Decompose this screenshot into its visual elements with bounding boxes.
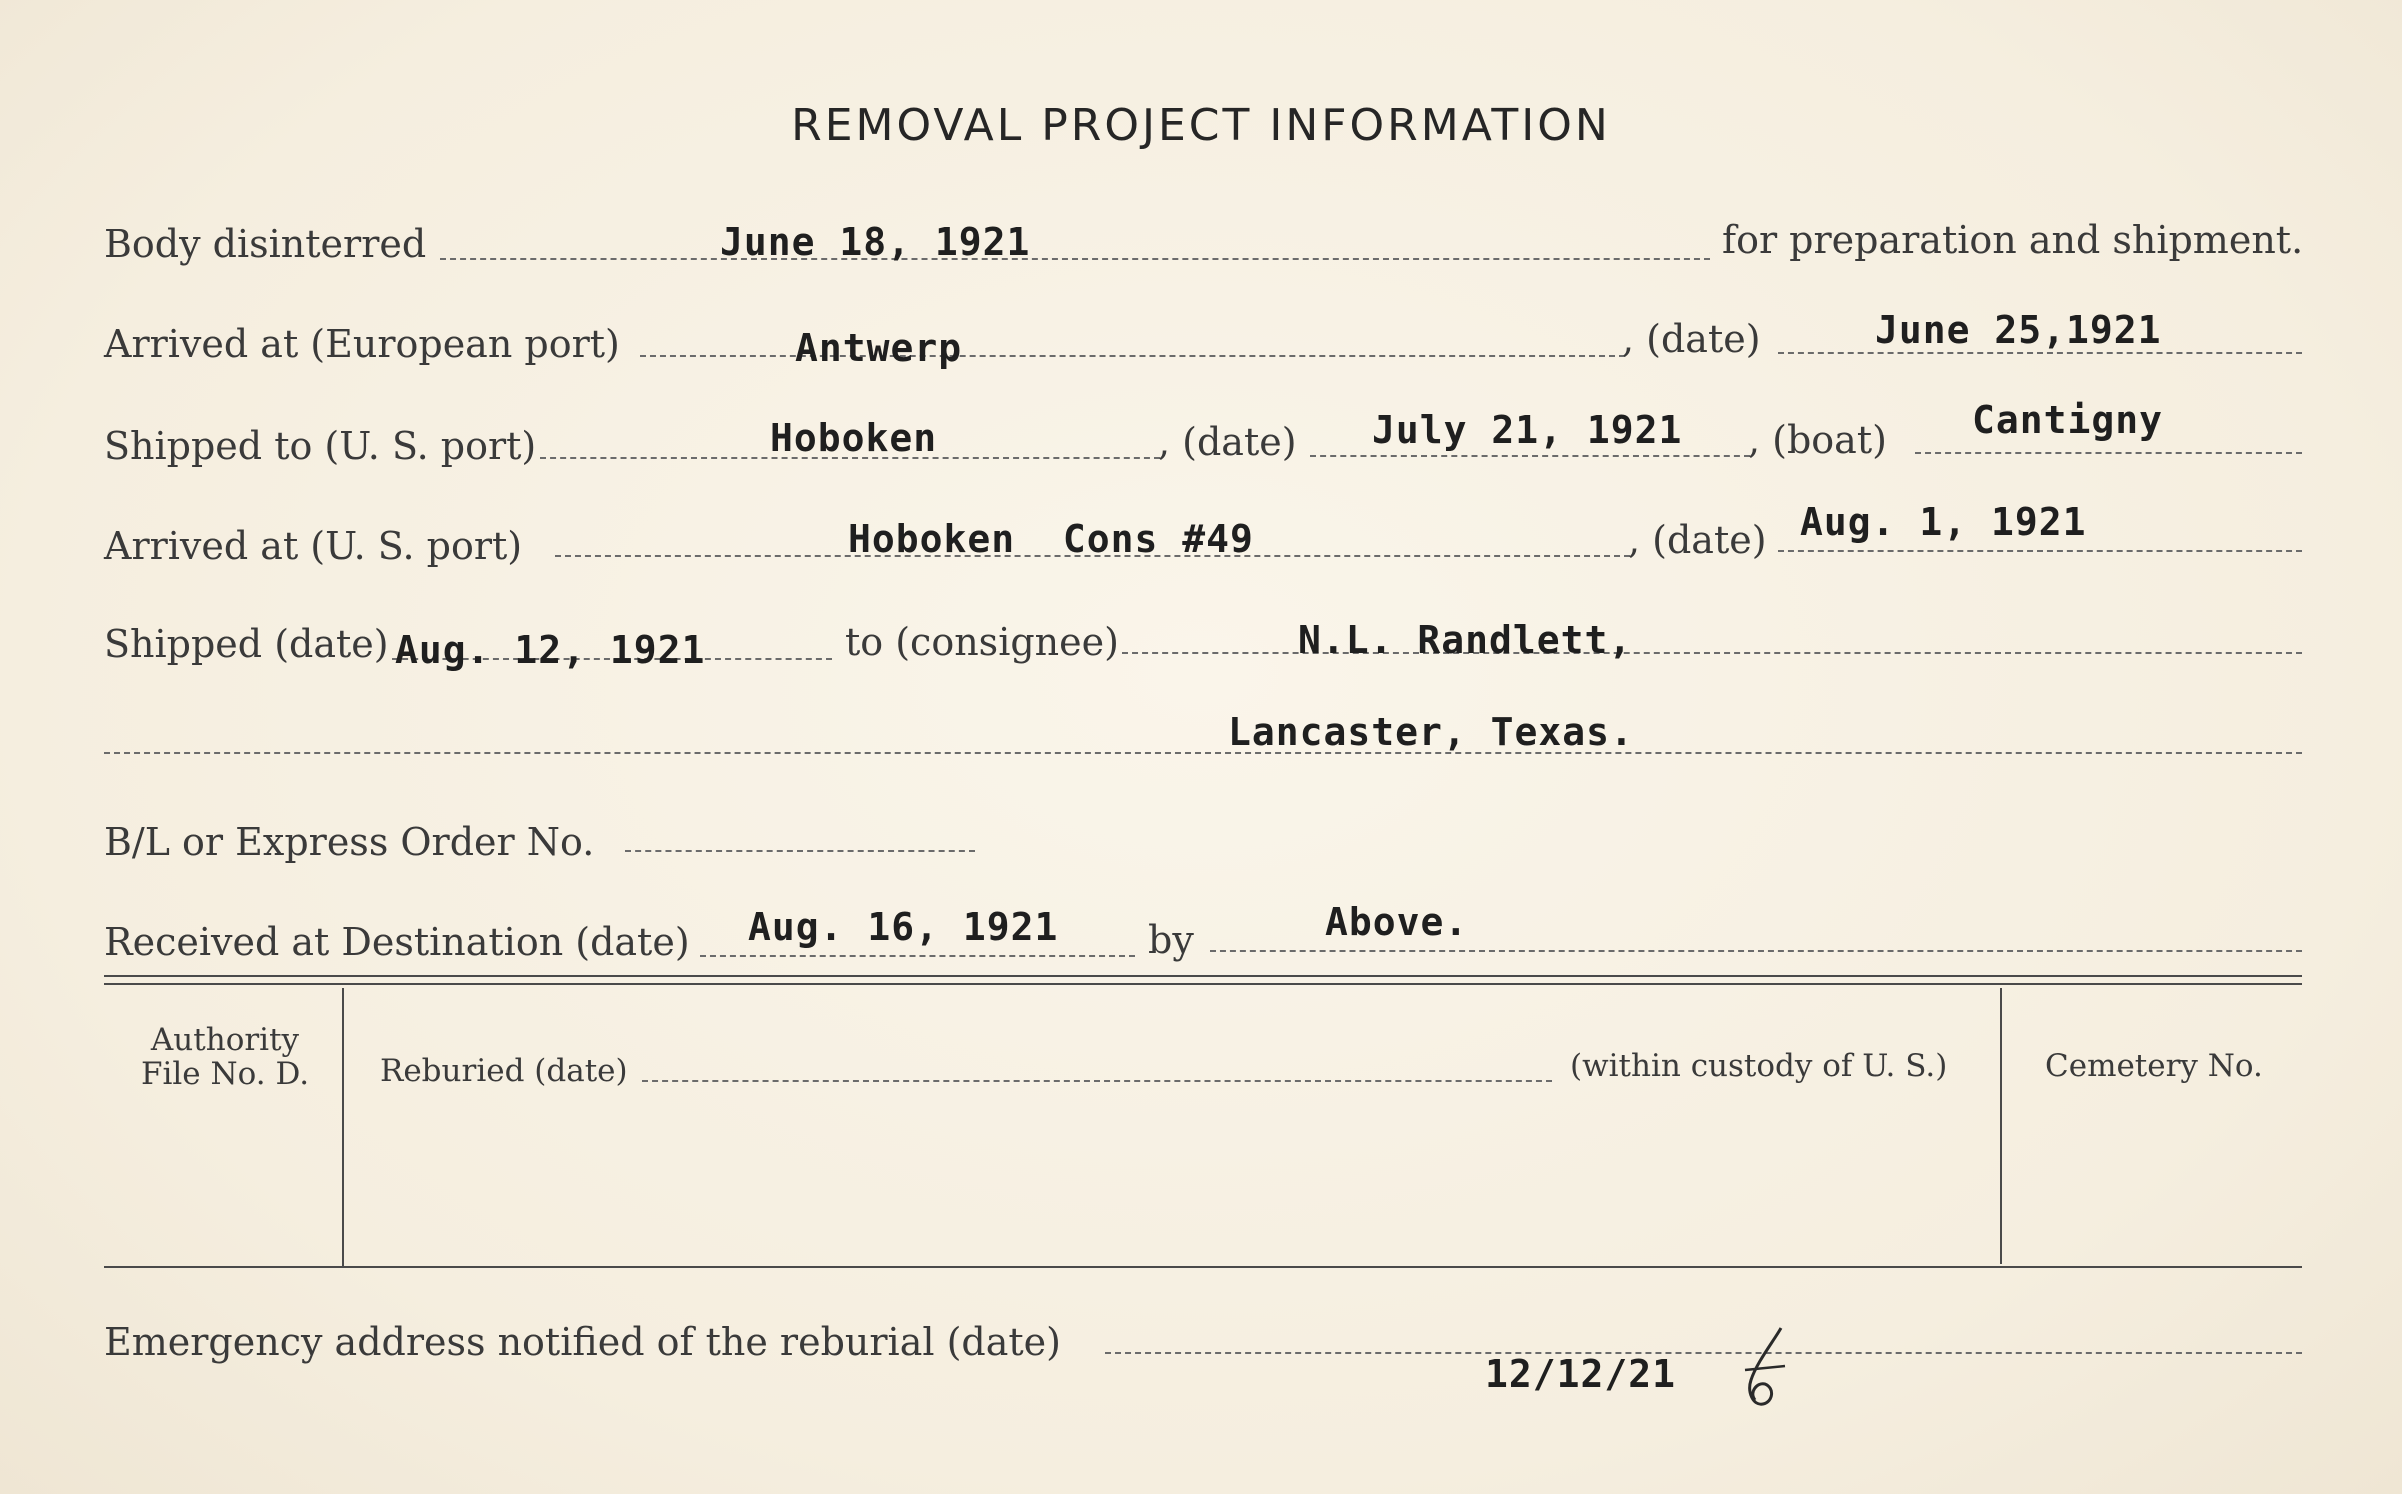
- line-boat: [1915, 452, 2302, 454]
- value-emergency-date: 12/12/21: [1485, 1352, 1677, 1396]
- box-divider-right: [2000, 988, 2002, 1264]
- label-received: Received at Destination (date): [104, 920, 690, 964]
- label-arrived-us: Arrived at (U. S. port): [104, 524, 523, 568]
- label-to-consignee: to (consignee): [845, 620, 1119, 664]
- divider-top-1: [104, 975, 2302, 977]
- value-consignee-address: Lancaster, Texas.: [1228, 710, 1634, 754]
- line-disinterred: [440, 258, 1710, 260]
- line-reburied-date: [642, 1080, 1552, 1082]
- value-received-by: Above.: [1325, 900, 1469, 944]
- label-body-disinterred: Body disinterred: [104, 222, 427, 266]
- line-bl-order: [625, 850, 975, 852]
- value-us-ship-date: July 21, 1921: [1372, 408, 1683, 452]
- line-received-date: [700, 955, 1135, 957]
- label-arrival-date: , (date): [1628, 518, 1767, 562]
- line-european-port: [640, 355, 1625, 357]
- line-emergency-date: [1105, 1352, 2302, 1354]
- value-received-date: Aug. 16, 1921: [748, 905, 1059, 949]
- box-divider-left: [342, 988, 344, 1268]
- divider-top-2: [104, 983, 2302, 985]
- label-bl-order: B/L or Express Order No.: [104, 820, 595, 864]
- label-shipped-date: Shipped (date): [104, 622, 389, 666]
- line-ship-date: [1310, 455, 1750, 457]
- value-shipped-date: Aug. 12, 1921: [395, 628, 706, 672]
- label-emergency: Emergency address notified of the reburial (date): [104, 1320, 1061, 1364]
- label-boat: , (boat): [1748, 418, 1887, 462]
- label-authority: Authority: [150, 1022, 300, 1058]
- line-received-by: [1210, 950, 2302, 952]
- value-european-port: Antwerp: [795, 326, 963, 370]
- value-consignee: N.L. Randlett,: [1298, 618, 1633, 662]
- label-by: by: [1148, 918, 1194, 962]
- label-for-preparation: for preparation and shipment.: [1722, 218, 2304, 262]
- line-arrival-date: [1778, 550, 2302, 552]
- divider-bottom: [104, 1266, 2302, 1268]
- label-ship-date: , (date): [1158, 420, 1297, 464]
- label-file-no: File No. D.: [140, 1056, 310, 1092]
- value-disinterred-date: June 18, 1921: [720, 220, 1031, 264]
- line-european-date: [1778, 352, 2302, 354]
- value-us-port-shipped: Hoboken: [770, 416, 938, 460]
- line-consignee-address: [104, 752, 2302, 754]
- label-arrived-european: Arrived at (European port): [104, 322, 620, 366]
- label-within-custody: (within custody of U. S.): [1570, 1048, 1948, 1084]
- label-european-date: , (date): [1622, 317, 1761, 361]
- handwritten-initial-mark: [1735, 1322, 1795, 1414]
- label-shipped-to: Shipped to (U. S. port): [104, 424, 537, 468]
- value-us-port-arrived: Hoboken Cons #49: [848, 517, 1254, 561]
- value-boat: Cantigny: [1972, 398, 2164, 442]
- label-reburied: Reburied (date): [380, 1053, 628, 1089]
- form-title: REMOVAL PROJECT INFORMATION: [791, 100, 1611, 151]
- label-cemetery-no: Cemetery No.: [2045, 1048, 2263, 1084]
- value-european-date: June 25,1921: [1875, 308, 2162, 352]
- value-us-arrival-date: Aug. 1, 1921: [1800, 500, 2087, 544]
